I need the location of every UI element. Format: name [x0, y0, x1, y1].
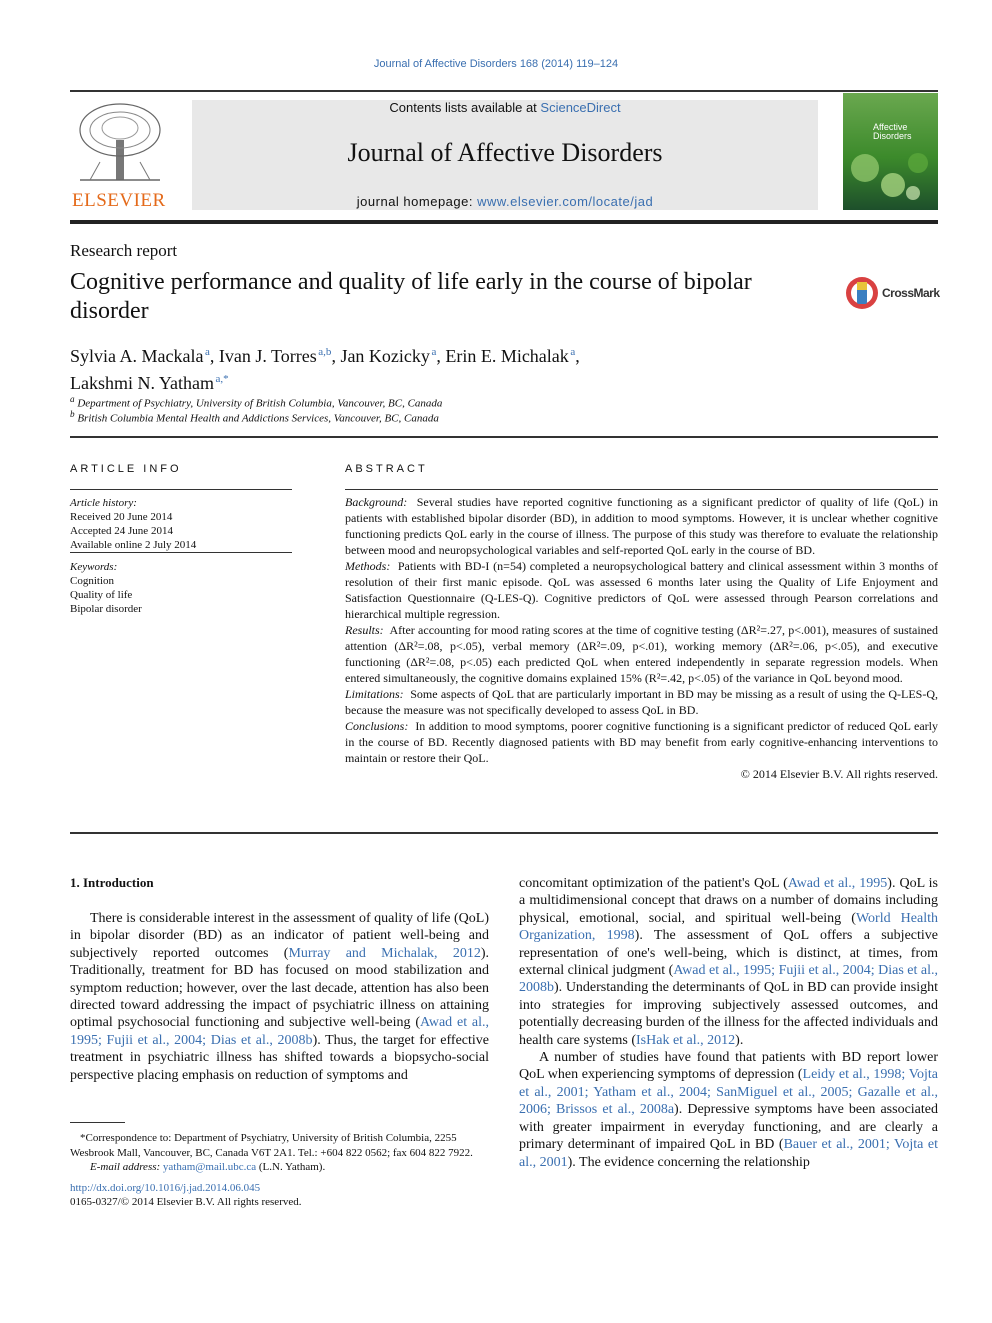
- citation-link[interactable]: Awad et al., 1995; Fujii et al., 2004; Dias et al., 2008b: [70, 1015, 489, 1048]
- affiliation-b: $^b$ British Columbia Mental Health and Addictions Services, Vancouver, BC, Canada: [70, 409, 439, 425]
- header-thick-rule: [70, 220, 938, 224]
- article-info-heading: ARTICLE INFO: [70, 463, 182, 475]
- intro-column-right: [519, 875, 938, 1171]
- email-link[interactable]: yatham@mail.ubc.ca: [162, 1161, 257, 1173]
- abstract-results: Results: After accounting for mood rating scores at the time of cognitive testing (ΔR²=.27, p<.001), measures of sustained attention (ΔR²=.08, p<.05), verbal memory (ΔR²=.09, p<.01), working memory (ΔR²=.06, p<.05), and executive functioning (ΔR²=.08, p<.05) each predicted QoL when entered independently in separate regression models. When entered simultaneously, the cognitive domains explained 15% (R²=.42, p<.05) of the variance in QoL beyond mood.: [345, 623, 938, 685]
- citation-link[interactable]: Awad et al., 1995; Fujii et al., 2004; Dias et al., 2008b: [519, 963, 938, 996]
- citation-link[interactable]: IsHak et al., 2012: [636, 1032, 736, 1048]
- cover-title-line2: Disorders: [873, 131, 912, 141]
- footnote-block: [70, 1131, 489, 1210]
- online-date: Available online 2 July 2014: [70, 539, 197, 551]
- abstract-conclusions: Conclusions: In addition to mood symptoms, poorer cognitive functioning is a significant predictor of reduced QoL early in the course of BD. Recently diagnosed patients with BD may benefit from early cognitive-enhancing interventions to maintain or restore their QoL.: [345, 719, 938, 765]
- article-section-type: Research report: [70, 241, 178, 260]
- doi-link[interactable]: http://dx.doi.org/10.1016/j.jad.2014.06.045: [70, 1181, 261, 1194]
- elsevier-wordmark: ELSEVIER: [72, 190, 166, 211]
- body-text: ). Depressive symptoms have been associated with greater impairment in everyday functioning, and are clearly a primary determinant of impaired QoL in BD (: [519, 1102, 938, 1153]
- received-date: Received 20 June 2014: [70, 511, 173, 523]
- abstract-body: [345, 494, 938, 782]
- author-3[interactable]: Jan Kozicky $^a$: [340, 346, 437, 366]
- keywords-label: Keywords:: [70, 561, 118, 573]
- body-text: ). Understanding the determinants of QoL in BD can provide insight into strategies for improving subjectively assessed outcomes, and potentially decreasing burden of the illness for the affected individuals and health care systems (: [519, 980, 938, 1048]
- contents-prefix: Contents lists available at: [389, 100, 541, 115]
- contents-line: [192, 100, 818, 115]
- body-text: ). The evidence concerning the relationship: [567, 1154, 810, 1170]
- abstract-rule: [345, 489, 938, 490]
- abstract-copyright: © 2014 Elsevier B.V. All rights reserved.: [740, 767, 938, 781]
- body-text: ). QoL is a multidimensional concept that draws on a number of domains including physical, emotional, social, and spiritual well-being (: [519, 876, 938, 926]
- keywords-block: [70, 560, 292, 616]
- citation-link[interactable]: Murray and Michalak, 2012: [288, 945, 481, 961]
- elsevier-logo: [70, 100, 170, 212]
- affiliation-a: $^a$ Department of Psychiatry, University of British Columbia, Vancouver, BC, Canada: [70, 394, 443, 410]
- crossmark-icon: [845, 276, 879, 310]
- journal-homepage: [192, 194, 818, 209]
- body-text: A number of studies have found that patients with BD report lower QoL when experiencing symptoms of depression (: [519, 1050, 938, 1083]
- introduction-heading: 1. Introduction: [70, 875, 154, 890]
- cover-graphic-icon: [843, 93, 938, 210]
- citation-link[interactable]: Leidy et al., 1998; Vojta et al., 2001; Yatham et al., 2004; SanMiguel et al., 2005; Gazalle et al., 2006; Brissos et al., 2008a: [519, 1067, 938, 1118]
- keyword-item: Bipolar disorder: [70, 603, 142, 615]
- sciencedirect-link[interactable]: ScienceDirect: [540, 100, 621, 115]
- citation-link[interactable]: Awad et al., 1995: [787, 876, 888, 891]
- intro-column-left: [70, 910, 489, 1084]
- journal-title: Journal of Affective Disorders: [347, 138, 663, 167]
- correspondence-note: *Correspondence to: Department of Psychiatry, University of British Columbia, 2255 Wesbrook Mall, Vancouver, BC, Canada V6T 2A1. Tel.: +604 822 0562; fax 604 822 7922.: [70, 1132, 473, 1159]
- email-note: E-mail address: yatham@mail.ubc.ca (L.N. Yatham).: [90, 1161, 326, 1173]
- accepted-date: Accepted 24 June 2014: [70, 525, 173, 537]
- article-title: Cognitive performance and quality of life early in the course of bipolar disorder: [70, 269, 752, 324]
- citation-link[interactable]: Bauer et al., 2001; Vojta et al., 2001: [519, 1137, 938, 1170]
- title-rule: [70, 436, 938, 438]
- crossmark-label: CrossMark: [882, 286, 940, 300]
- body-text: There is considerable interest in the assessment of quality of life (QoL) in bipolar disorder (BD) as an indicator of patient well-being and subjectively reported outcomes (: [70, 911, 489, 961]
- author-list: Sylvia A. Mackala $^a$, Ivan J. Torres $^{a,b}$, Jan Kozicky $^a$, Erin E. Michalak $^a$, Lakshmi N. Yatham $^{a,*}$: [70, 346, 580, 393]
- history-label: Article history:: [70, 497, 137, 509]
- body-text: ).: [735, 1032, 744, 1048]
- author-4[interactable]: Erin E. Michalak $^a$: [445, 346, 576, 366]
- body-text: concomitant optimization of the patient's QoL (: [519, 876, 788, 891]
- issn-line: 0165-0327/© 2014 Elsevier B.V. All rights reserved.: [70, 1196, 302, 1208]
- cover-title-line1: Affective: [873, 122, 908, 132]
- author-5[interactable]: Lakshmi N. Yatham $^{a,*}$: [70, 373, 229, 393]
- citation-link[interactable]: World Health Organization, 1998: [519, 910, 938, 944]
- keywords-rule: [70, 552, 292, 553]
- header-rule: [70, 90, 938, 92]
- homepage-link[interactable]: www.elsevier.com/locate/jad: [477, 194, 654, 209]
- footnote-rule: [70, 1122, 125, 1123]
- keyword-item: Cognition: [70, 575, 115, 587]
- author-2[interactable]: Ivan J. Torres $^{a,b}$: [218, 346, 332, 366]
- abstract-limitations: Limitations: Some aspects of QoL that are particularly important in BD may be missing as a result of using the Q-LES-Q, because the measure was not specifically developed to assess QoL in BD.: [345, 687, 938, 717]
- intro-paragraph-1: [70, 910, 489, 1084]
- abstract-bottom-rule: [70, 832, 938, 834]
- article-history: [70, 496, 292, 552]
- abstract-heading: ABSTRACT: [345, 463, 428, 475]
- body-text: ). Traditionally, treatment for BD has focused on mood stabilization and symptom reduction; however, over the last decade, attention has also been directed toward addressing the impact of psychiatric illness on attaining optimal psychosocial functioning and subjective well-being (: [70, 945, 489, 1031]
- body-text: ). The assessment of QoL offers a subjective representation of one's well-being, which is distinct, at times, from external clinical judgment (: [519, 928, 938, 979]
- journal-cover-image: [843, 93, 938, 210]
- intro-paragraph-2: [519, 875, 938, 1049]
- crossmark-badge[interactable]: [845, 276, 945, 310]
- article-info-rule: [70, 489, 292, 490]
- elsevier-tree-icon: [70, 100, 170, 188]
- keyword-item: Quality of life: [70, 589, 133, 601]
- homepage-prefix: journal homepage:: [356, 194, 478, 209]
- journal-citation[interactable]: Journal of Affective Disorders 168 (2014) 119–124: [373, 58, 619, 70]
- body-text: ). Thus, the target for effective treatment in psychiatric illness has shifted towards a biopsycho-social perspective placing emphasis on reduction of symptoms and: [70, 1032, 489, 1083]
- abstract-background: Background: Several studies have reported cognitive functioning as a significant predictor of quality of life (QoL) in patients with established bipolar disorder (BD), in addition to mood symptoms. However, it is unclear whether cognitive functioning predicts QoL early in the course of illness. The purpose of this study was therefore to evaluate the relationship between mood and neuropsychological variables and self-reported QoL early in the course of BD.: [345, 495, 938, 557]
- author-1[interactable]: Sylvia A. Mackala $^a$: [70, 346, 210, 366]
- intro-paragraph-3: [519, 1049, 938, 1171]
- abstract-methods: Methods: Patients with BD-I (n=54) completed a neuropsychological battery and clinical assessment within 3 months of resolution of their first manic episode. QoL was assessed 6 months later using the Quality of Life Enjoyment and Satisfaction Questionnaire (Q-LES-Q). Cognitive predictors of QoL were assessed through Pearson correlations and hierarchical multiple regression.: [345, 559, 938, 621]
